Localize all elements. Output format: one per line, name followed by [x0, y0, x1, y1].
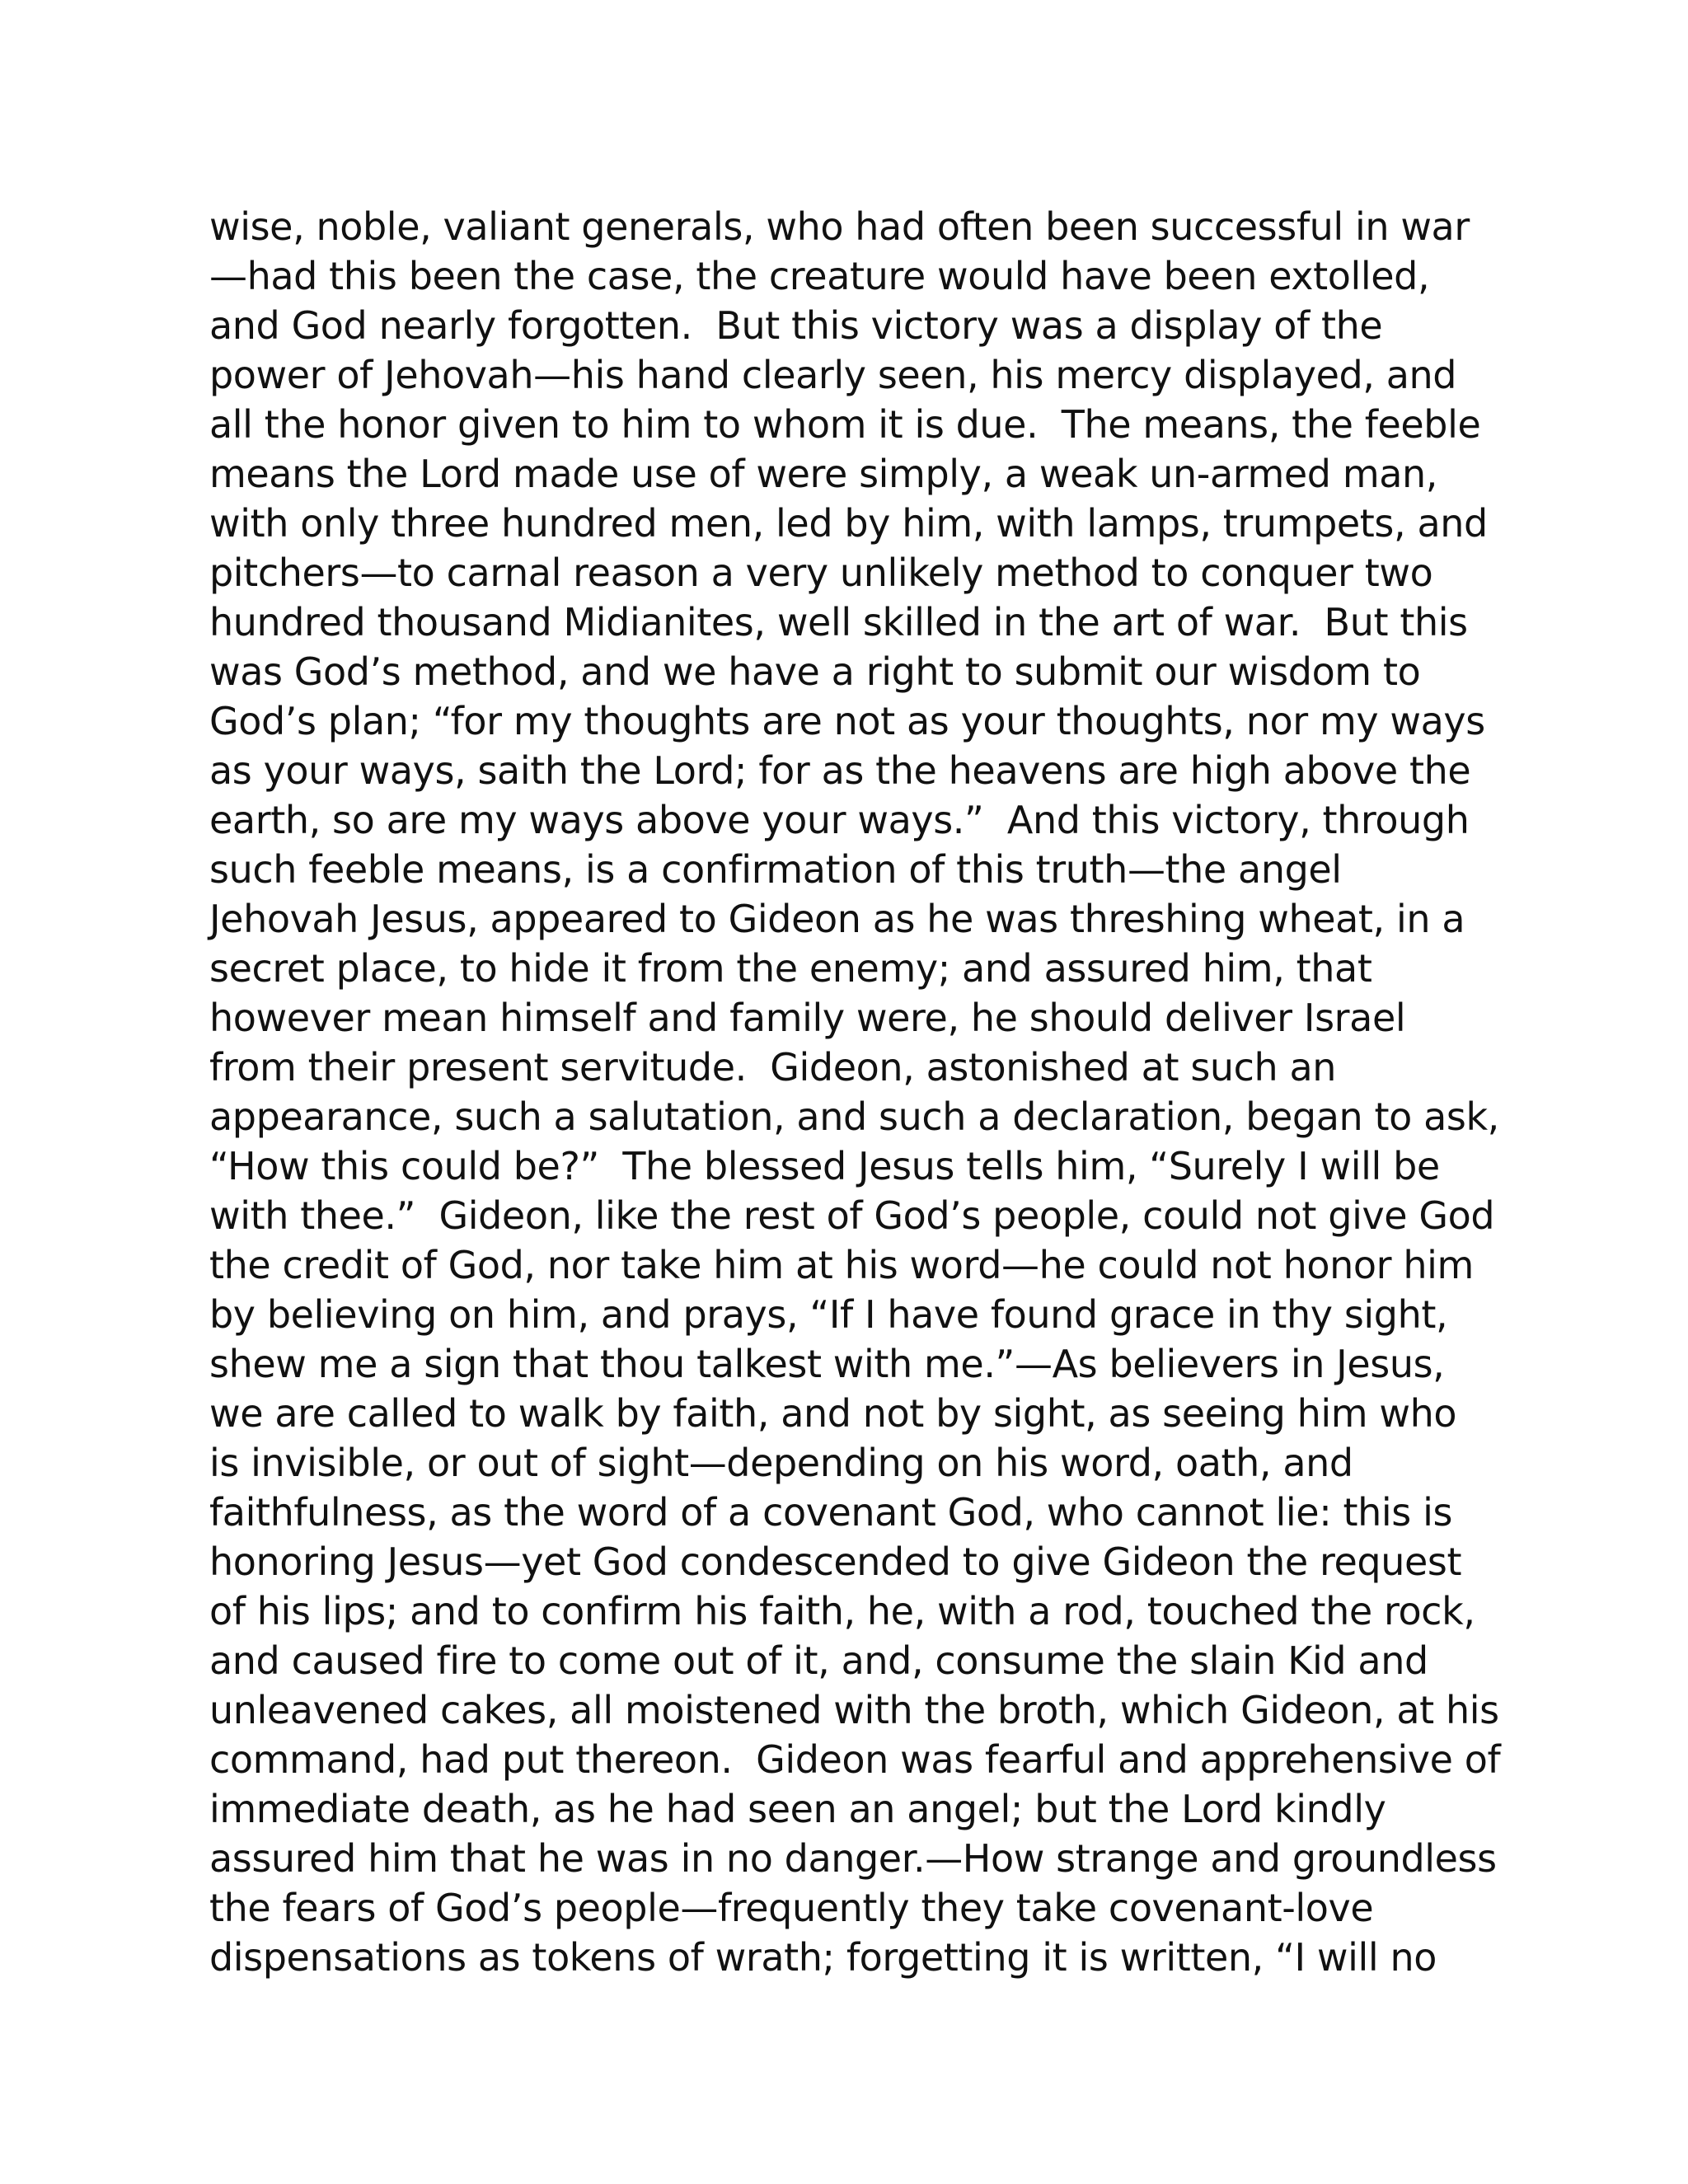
- text-line-33: immediate death, as he had seen an angel; but the Lord kindly: [209, 1787, 1386, 1831]
- text-line-22: the credit of God, nor take him at his word—he could not honor him: [209, 1243, 1474, 1287]
- text-line-23: by believing on him, and prays, “If I have found grace in thy sight,: [209, 1292, 1448, 1337]
- text-line-16: secret place, to hide it from the enemy; and assured him, that: [209, 946, 1372, 991]
- text-line-21: with thee.” Gideon, like the rest of God’s people, could not give God: [209, 1193, 1495, 1238]
- text-line-7: with only three hundred men, led by him, with lamps, trumpets, and: [209, 501, 1488, 546]
- text-line-1: wise, noble, valiant generals, who had often been successful in war: [209, 204, 1470, 249]
- body-text: [209, 202, 1528, 1982]
- text-line-17: however mean himself and family were, he should deliver Israel: [209, 996, 1406, 1040]
- text-line-35: the fears of God’s people—frequently they take covenant-love: [209, 1886, 1374, 1930]
- text-line-8: pitchers—to carnal reason a very unlikely method to conquer two: [209, 551, 1433, 595]
- text-line-34: assured him that he was in no danger.—How strange and groundless: [209, 1836, 1497, 1881]
- text-line-29: of his lips; and to confirm his faith, he, with a rod, touched the rock,: [209, 1589, 1475, 1633]
- text-line-26: is invisible, or out of sight—depending on his word, oath, and: [209, 1441, 1353, 1485]
- text-line-18: from their present servitude. Gideon, astonished at such an: [209, 1045, 1337, 1090]
- text-line-13: earth, so are my ways above your ways.” And this victory, through: [209, 798, 1470, 842]
- text-line-24: shew me a sign that thou talkest with me.”—As believers in Jesus,: [209, 1342, 1445, 1386]
- text-line-36: dispensations as tokens of wrath; forgetting it is written, “I will no: [209, 1935, 1437, 1980]
- text-line-28: honoring Jesus—yet God condescended to give Gideon the request: [209, 1540, 1462, 1584]
- text-line-4: power of Jehovah—his hand clearly seen, his mercy displayed, and: [209, 353, 1457, 397]
- text-line-5: all the honor given to him to whom it is due. The means, the feeble: [209, 402, 1481, 447]
- text-line-30: and caused fire to come out of it, and, consume the slain Kid and: [209, 1638, 1428, 1683]
- text-line-15: Jehovah Jesus, appeared to Gideon as he was threshing wheat, in a: [209, 897, 1465, 941]
- text-line-20: “How this could be?” The blessed Jesus tells him, “Surely I will be: [209, 1144, 1440, 1188]
- text-line-2: —had this been the case, the creature would have been extolled,: [209, 254, 1430, 298]
- text-line-25: we are called to walk by faith, and not by sight, as seeing him who: [209, 1391, 1457, 1436]
- text-line-32: command, had put thereon. Gideon was fearful and apprehensive of: [209, 1737, 1501, 1782]
- text-line-19: appearance, such a salutation, and such a declaration, began to ask,: [209, 1094, 1499, 1139]
- text-line-3: and God nearly forgotten. But this victory was a display of the: [209, 303, 1383, 348]
- text-line-6: means the Lord made use of were simply, a weak un-armed man,: [209, 452, 1438, 496]
- text-line-14: such feeble means, is a confirmation of this truth—the angel: [209, 847, 1342, 892]
- text-line-10: was God’s method, and we have a right to submit our wisdom to: [209, 649, 1421, 694]
- text-line-11: God’s plan; “for my thoughts are not as your thoughts, nor my ways: [209, 699, 1485, 743]
- text-line-27: faithfulness, as the word of a covenant God, who cannot lie: this is: [209, 1490, 1453, 1535]
- text-line-12: as your ways, saith the Lord; for as the heavens are high above the: [209, 748, 1471, 793]
- text-line-31: unleavened cakes, all moistened with the broth, which Gideon, at his: [209, 1688, 1499, 1732]
- text-line-9: hundred thousand Midianites, well skilled in the art of war. But this: [209, 600, 1468, 644]
